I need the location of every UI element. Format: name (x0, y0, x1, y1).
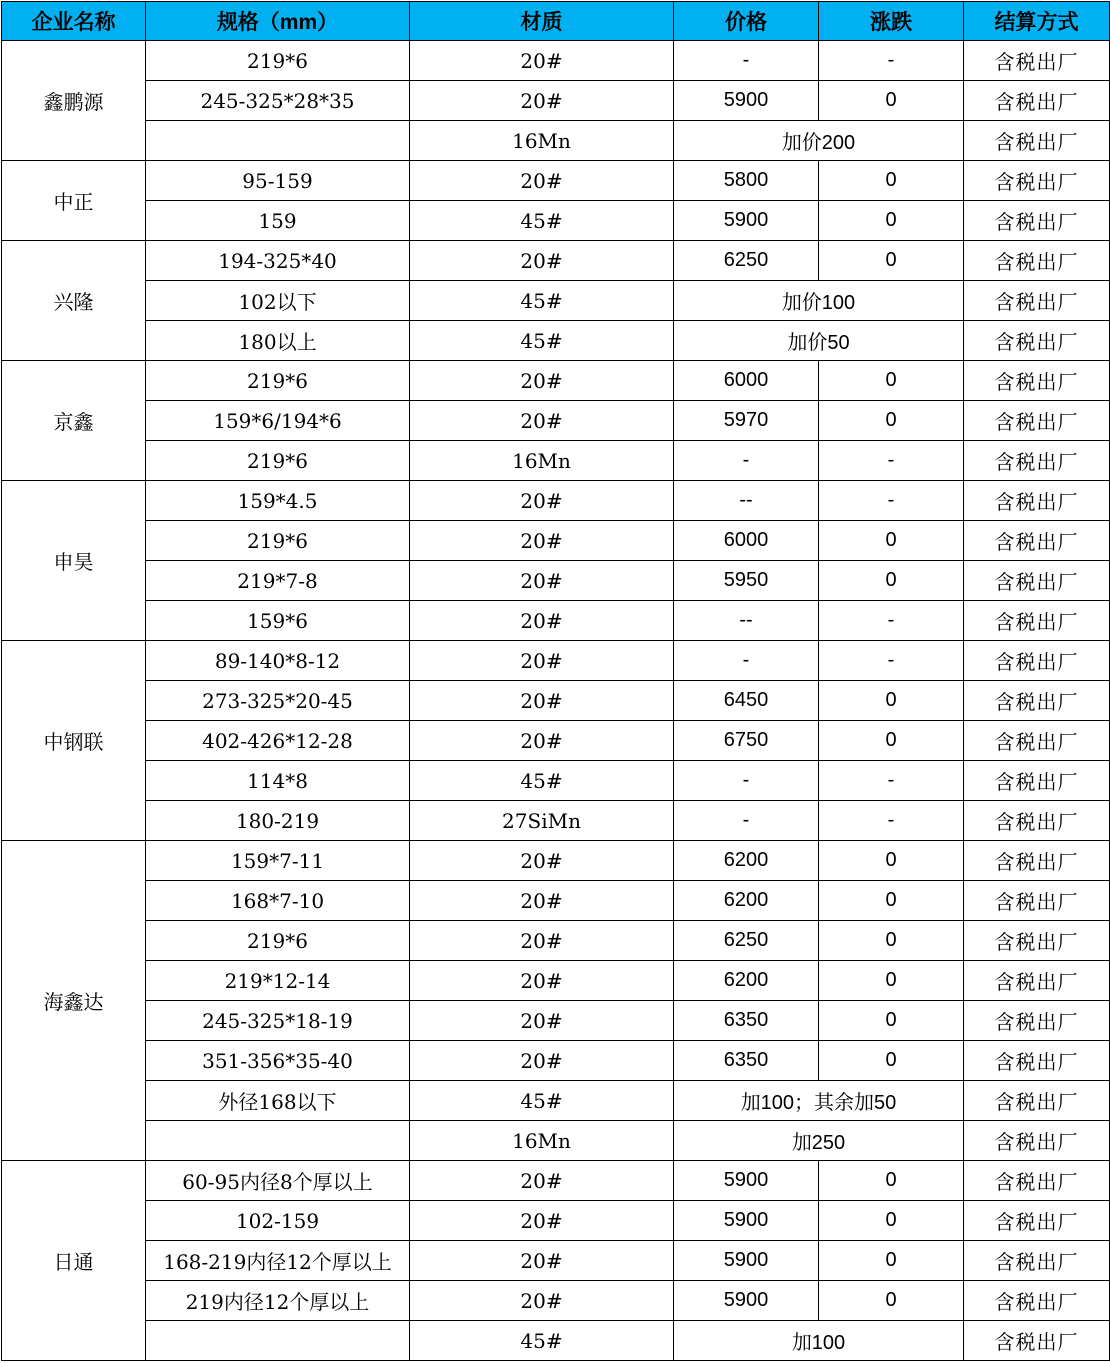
spec-cell: 159*4.5 (146, 481, 410, 521)
table-row (2, 1001, 1110, 1041)
table-row (2, 161, 1110, 201)
price-note-cell: 加100 (674, 1321, 964, 1361)
material-cell: 45# (410, 281, 674, 321)
settlement-cell: 含税出厂 (964, 881, 1110, 921)
spec-cell: 219*7-8 (146, 561, 410, 601)
material-cell: 20# (410, 561, 674, 601)
settlement-cell: 含税出厂 (964, 521, 1110, 561)
change-cell: 0 (819, 561, 964, 601)
material-cell: 20# (410, 1161, 674, 1201)
material-cell: 20# (410, 681, 674, 721)
change-cell: 0 (819, 961, 964, 1001)
settlement-cell: 含税出厂 (964, 121, 1110, 161)
change-cell: - (819, 641, 964, 681)
spec-cell: 219*6 (146, 361, 410, 401)
spec-cell: 219*6 (146, 41, 410, 81)
table-row (2, 1081, 1110, 1121)
change-cell: - (819, 441, 964, 481)
material-cell: 20# (410, 81, 674, 121)
spec-cell: 219*6 (146, 441, 410, 481)
material-cell: 20# (410, 1041, 674, 1081)
spec-cell: 外径168以下 (146, 1081, 410, 1121)
spec-cell: 245-325*28*35 (146, 81, 410, 121)
spec-cell: 159 (146, 201, 410, 241)
material-cell: 20# (410, 601, 674, 641)
settlement-cell: 含税出厂 (964, 1281, 1110, 1321)
settlement-cell: 含税出厂 (964, 441, 1110, 481)
table-row (2, 81, 1110, 121)
price-cell: -- (674, 601, 819, 641)
table-row (2, 361, 1110, 401)
price-cell: 6200 (674, 881, 819, 921)
change-cell: 0 (819, 201, 964, 241)
price-cell: 5900 (674, 1161, 819, 1201)
price-cell: -- (674, 481, 819, 521)
spec-cell: 102以下 (146, 281, 410, 321)
change-cell: 0 (819, 681, 964, 721)
price-cell: 5800 (674, 161, 819, 201)
table-row (2, 321, 1110, 361)
spec-cell: 180-219 (146, 801, 410, 841)
settlement-cell: 含税出厂 (964, 241, 1110, 281)
header-change: 涨跌 (819, 2, 964, 41)
settlement-cell: 含税出厂 (964, 1241, 1110, 1281)
spec-cell: 351-356*35-40 (146, 1041, 410, 1081)
spec-cell: 159*6 (146, 601, 410, 641)
spec-cell: 273-325*20-45 (146, 681, 410, 721)
company-name: 鑫鹏源 (2, 41, 146, 161)
change-cell: - (819, 601, 964, 641)
spec-cell: 168*7-10 (146, 881, 410, 921)
change-cell: 0 (819, 841, 964, 881)
spec-cell: 219内径12个厚以上 (146, 1281, 410, 1321)
spec-cell: 180以上 (146, 321, 410, 361)
spec-cell: 159*6/194*6 (146, 401, 410, 441)
table-row (2, 1241, 1110, 1281)
table-row (2, 201, 1110, 241)
spec-cell: 95-159 (146, 161, 410, 201)
settlement-cell: 含税出厂 (964, 961, 1110, 1001)
spec-cell: 114*8 (146, 761, 410, 801)
steel-price-table (1, 1, 1110, 1361)
material-cell: 45# (410, 1081, 674, 1121)
change-cell: - (819, 481, 964, 521)
price-cell: - (674, 641, 819, 681)
table-row (2, 521, 1110, 561)
spec-cell: 219*12-14 (146, 961, 410, 1001)
material-cell: 20# (410, 241, 674, 281)
material-cell: 16Mn (410, 121, 674, 161)
settlement-cell: 含税出厂 (964, 81, 1110, 121)
change-cell: 0 (819, 721, 964, 761)
header-material: 材质 (410, 2, 674, 41)
price-cell: 5900 (674, 81, 819, 121)
change-cell: - (819, 761, 964, 801)
price-cell: 6250 (674, 921, 819, 961)
settlement-cell: 含税出厂 (964, 281, 1110, 321)
material-cell: 45# (410, 321, 674, 361)
material-cell: 20# (410, 401, 674, 441)
settlement-cell: 含税出厂 (964, 1201, 1110, 1241)
table-header (2, 2, 1110, 41)
material-cell: 27SiMn (410, 801, 674, 841)
table-row (2, 721, 1110, 761)
settlement-cell: 含税出厂 (964, 41, 1110, 81)
price-cell: 6000 (674, 361, 819, 401)
material-cell: 20# (410, 721, 674, 761)
table-row (2, 841, 1110, 881)
price-cell: 6250 (674, 241, 819, 281)
material-cell: 20# (410, 361, 674, 401)
table-row (2, 401, 1110, 441)
settlement-cell: 含税出厂 (964, 561, 1110, 601)
material-cell: 20# (410, 961, 674, 1001)
price-note-cell: 加价100 (674, 281, 964, 321)
settlement-cell: 含税出厂 (964, 1321, 1110, 1361)
material-cell: 20# (410, 41, 674, 81)
change-cell: 0 (819, 1281, 964, 1321)
material-cell: 16Mn (410, 441, 674, 481)
table-row (2, 41, 1110, 81)
spec-cell: 102-159 (146, 1201, 410, 1241)
table-row (2, 1201, 1110, 1241)
settlement-cell: 含税出厂 (964, 761, 1110, 801)
price-cell: 6200 (674, 961, 819, 1001)
material-cell: 16Mn (410, 1121, 674, 1161)
company-name: 申昊 (2, 481, 146, 641)
material-cell: 20# (410, 841, 674, 881)
spec-cell (146, 1121, 410, 1161)
material-cell: 45# (410, 201, 674, 241)
change-cell: 0 (819, 881, 964, 921)
table-row (2, 641, 1110, 681)
header-spec: 规格（mm） (146, 2, 410, 41)
material-cell: 20# (410, 1001, 674, 1041)
price-cell: 6200 (674, 841, 819, 881)
price-note-cell: 加价50 (674, 321, 964, 361)
settlement-cell: 含税出厂 (964, 1081, 1110, 1121)
change-cell: 0 (819, 1241, 964, 1281)
price-cell: 6350 (674, 1001, 819, 1041)
header-row (2, 2, 1110, 41)
settlement-cell: 含税出厂 (964, 321, 1110, 361)
spec-cell: 60-95内径8个厚以上 (146, 1161, 410, 1201)
price-cell: 5900 (674, 1281, 819, 1321)
settlement-cell: 含税出厂 (964, 921, 1110, 961)
company-name: 京鑫 (2, 361, 146, 481)
table-row (2, 881, 1110, 921)
settlement-cell: 含税出厂 (964, 641, 1110, 681)
material-cell: 20# (410, 641, 674, 681)
material-cell: 20# (410, 1201, 674, 1241)
table-row (2, 1041, 1110, 1081)
price-cell: 6350 (674, 1041, 819, 1081)
table-row (2, 241, 1110, 281)
settlement-cell: 含税出厂 (964, 841, 1110, 881)
settlement-cell: 含税出厂 (964, 801, 1110, 841)
material-cell: 20# (410, 1241, 674, 1281)
change-cell: 0 (819, 161, 964, 201)
header-settlement: 结算方式 (964, 2, 1110, 41)
settlement-cell: 含税出厂 (964, 601, 1110, 641)
table-row (2, 1321, 1110, 1361)
change-cell: 0 (819, 401, 964, 441)
price-note-cell: 加100；其余加50 (674, 1081, 964, 1121)
table-row (2, 281, 1110, 321)
settlement-cell: 含税出厂 (964, 681, 1110, 721)
price-cell: 6750 (674, 721, 819, 761)
company-name: 中钢联 (2, 641, 146, 841)
spec-cell: 168-219内径12个厚以上 (146, 1241, 410, 1281)
price-cell: 5900 (674, 1241, 819, 1281)
material-cell: 20# (410, 881, 674, 921)
table-row (2, 441, 1110, 481)
price-cell: 5970 (674, 401, 819, 441)
price-cell: - (674, 41, 819, 81)
material-cell: 20# (410, 521, 674, 561)
price-cell: - (674, 801, 819, 841)
table-row (2, 1281, 1110, 1321)
price-cell: 5950 (674, 561, 819, 601)
settlement-cell: 含税出厂 (964, 401, 1110, 441)
price-note-cell: 加价200 (674, 121, 964, 161)
company-name: 日通 (2, 1161, 146, 1361)
change-cell: 0 (819, 1001, 964, 1041)
settlement-cell: 含税出厂 (964, 161, 1110, 201)
header-company: 企业名称 (2, 2, 146, 41)
spec-cell: 194-325*40 (146, 241, 410, 281)
price-cell: 6450 (674, 681, 819, 721)
table-row (2, 921, 1110, 961)
table-row (2, 1161, 1110, 1201)
change-cell: 0 (819, 1041, 964, 1081)
settlement-cell: 含税出厂 (964, 1161, 1110, 1201)
material-cell: 20# (410, 921, 674, 961)
material-cell: 45# (410, 1321, 674, 1361)
spec-cell: 402-426*12-28 (146, 721, 410, 761)
settlement-cell: 含税出厂 (964, 1041, 1110, 1081)
price-cell: - (674, 761, 819, 801)
change-cell: - (819, 801, 964, 841)
table-row (2, 961, 1110, 1001)
price-cell: 5900 (674, 1201, 819, 1241)
spec-cell: 159*7-11 (146, 841, 410, 881)
material-cell: 45# (410, 761, 674, 801)
price-cell: 6000 (674, 521, 819, 561)
material-cell: 20# (410, 161, 674, 201)
price-cell: - (674, 441, 819, 481)
change-cell: - (819, 41, 964, 81)
table-row (2, 561, 1110, 601)
settlement-cell: 含税出厂 (964, 1001, 1110, 1041)
change-cell: 0 (819, 1201, 964, 1241)
table-body (2, 41, 1110, 1361)
settlement-cell: 含税出厂 (964, 721, 1110, 761)
price-cell: 5900 (674, 201, 819, 241)
table-row (2, 801, 1110, 841)
table-row (2, 1121, 1110, 1161)
change-cell: 0 (819, 361, 964, 401)
spec-cell (146, 121, 410, 161)
company-name: 海鑫达 (2, 841, 146, 1161)
header-price: 价格 (674, 2, 819, 41)
table-row (2, 121, 1110, 161)
change-cell: 0 (819, 81, 964, 121)
change-cell: 0 (819, 921, 964, 961)
settlement-cell: 含税出厂 (964, 481, 1110, 521)
price-note-cell: 加250 (674, 1121, 964, 1161)
company-name: 中正 (2, 161, 146, 241)
spec-cell: 219*6 (146, 521, 410, 561)
spec-cell (146, 1321, 410, 1361)
material-cell: 20# (410, 1281, 674, 1321)
spec-cell: 245-325*18-19 (146, 1001, 410, 1041)
company-name: 兴隆 (2, 241, 146, 361)
table-row (2, 681, 1110, 721)
spec-cell: 89-140*8-12 (146, 641, 410, 681)
table-row (2, 601, 1110, 641)
change-cell: 0 (819, 241, 964, 281)
settlement-cell: 含税出厂 (964, 201, 1110, 241)
settlement-cell: 含税出厂 (964, 361, 1110, 401)
table-row (2, 481, 1110, 521)
material-cell: 20# (410, 481, 674, 521)
spec-cell: 219*6 (146, 921, 410, 961)
table-row (2, 761, 1110, 801)
change-cell: 0 (819, 1161, 964, 1201)
settlement-cell: 含税出厂 (964, 1121, 1110, 1161)
change-cell: 0 (819, 521, 964, 561)
